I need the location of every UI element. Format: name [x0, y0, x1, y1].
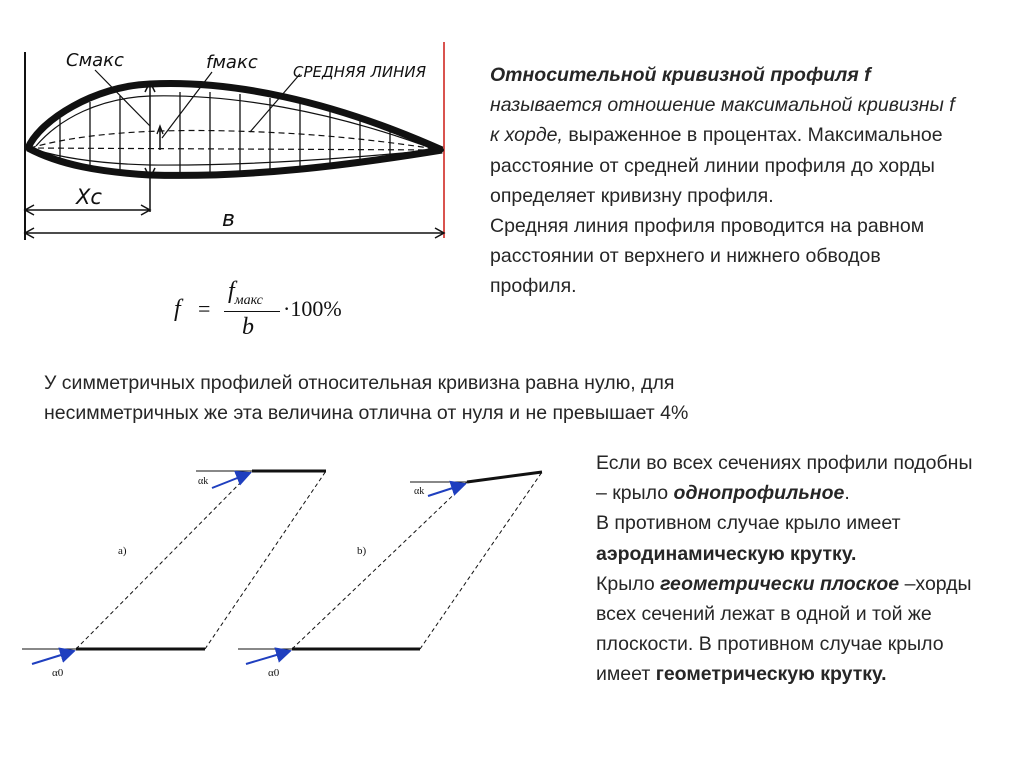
- formula-multiplier: ·100%: [283, 296, 342, 321]
- definition-second: Средняя линия профиля проводится на равном расстоянии от верхнего и нижнего обводов профиля.: [490, 215, 925, 298]
- wing-p1-normal: Если во всех сечениях профили подобны – крыло: [596, 452, 973, 505]
- formula-equals: =: [198, 296, 211, 321]
- airfoil-diagram: [0, 0, 460, 250]
- wing-p3-bold: геометрическую крутку.: [655, 663, 887, 686]
- formula-fraction-bar: [224, 311, 280, 312]
- label-b: в: [222, 207, 235, 232]
- formula-numerator-sub: макс: [234, 292, 263, 308]
- label-alpha-0-a: α0: [52, 667, 64, 679]
- definition-text: [490, 60, 960, 302]
- formula-numerator-f: f: [228, 278, 235, 304]
- wing-p1-term: однопрофильное: [673, 482, 845, 505]
- wing-p3-rest: –хорды всех сечений лежат в одной и той же плоскости. В противном случае крыло имеет: [596, 572, 972, 686]
- mean-line: [30, 131, 442, 150]
- label-alpha-k-b: αk: [414, 486, 425, 497]
- curvature-formula: [170, 278, 370, 342]
- definition-term: Относительной кривизной профиля f: [490, 64, 871, 86]
- formula-lhs: f: [174, 296, 181, 322]
- label-fmax: fмакс: [206, 52, 258, 73]
- wing-twist-diagrams: [0, 450, 560, 710]
- label-alpha-0-b: α0: [268, 667, 280, 679]
- symmetric-note: У симметричных профилей относительная кривизна равна нулю, для несимметричных же эта величина отлична от нуля и не превышает 4%: [44, 372, 689, 425]
- wing-p2-term: аэродинамическую крутку.: [596, 542, 857, 565]
- label-alpha-k-a: αk: [198, 476, 209, 487]
- definition-normal: выраженное в процентах. Максимальное расстояние от средней линии профиля до хорды определяет кривизну профиля.: [490, 124, 943, 207]
- wing-p1-end: .: [844, 482, 850, 505]
- wing-diagram-a: [22, 471, 326, 679]
- formula-denominator: b: [242, 314, 254, 340]
- wing-diagram-b: [238, 472, 542, 679]
- label-a: a): [118, 545, 127, 557]
- wing-p2-normal: В противном случае крыло имеет: [596, 512, 901, 535]
- label-mean-line: СРЕДНЯЯ ЛИНИЯ: [293, 63, 427, 81]
- formula-numerator: [228, 278, 263, 309]
- label-b-diagram: b): [357, 545, 367, 557]
- label-xc: Xc: [76, 185, 102, 209]
- wing-text: [596, 448, 981, 690]
- label-cmax: Смакс: [66, 50, 124, 71]
- definition-italic: называется отношение максимальной кривизны f к хорде,: [490, 94, 955, 147]
- wing-p3-term: геометрически плоское: [660, 572, 900, 595]
- wing-p3-start: Крыло: [596, 572, 655, 595]
